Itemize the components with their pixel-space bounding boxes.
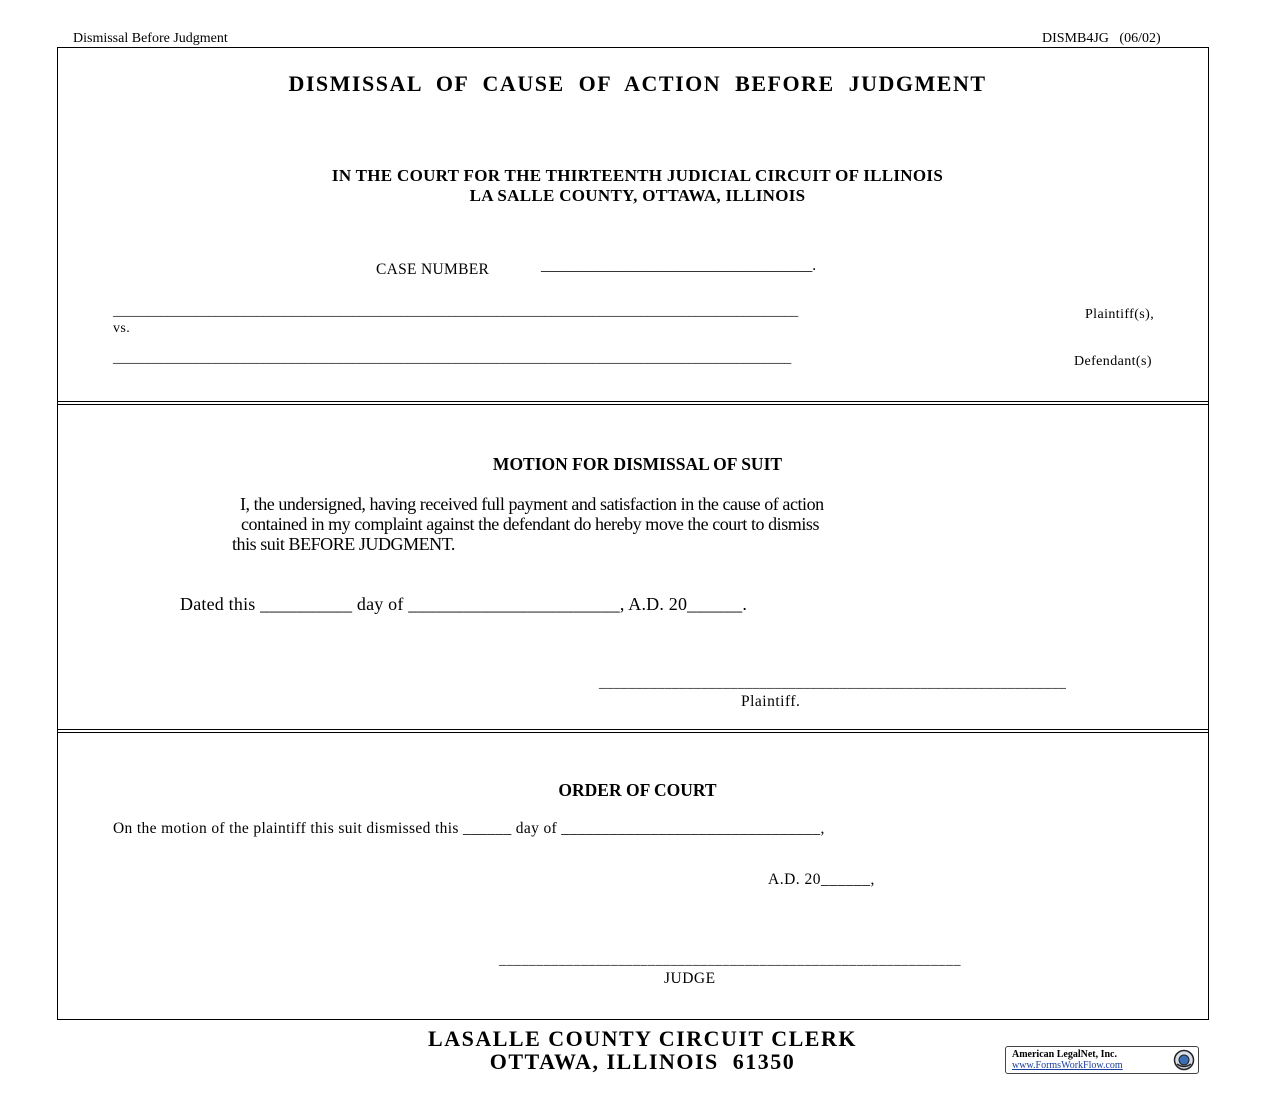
court-name: IN THE COURT FOR THE THIRTEENTH JUDICIAL CIRCUIT OF ILLINOIS	[331, 166, 944, 185]
case-number-field[interactable]: ___________________________________.	[541, 257, 817, 274]
motion-date-line[interactable]: Dated this __________ day of _______________________, A.D. 20______.	[180, 594, 748, 614]
judge-signature-line[interactable]: ______________________________________________________________	[499, 953, 961, 968]
plaintiff-label: Plaintiff(s),	[1085, 307, 1155, 322]
motion-text-line-1: I, the undersigned, having received full payment and satisfaction in the cause of action	[240, 494, 824, 514]
case-number-label: CASE NUMBER	[376, 261, 490, 278]
order-heading: ORDER OF COURT	[558, 780, 717, 800]
motion-heading: MOTION FOR DISMISSAL OF SUIT	[492, 454, 783, 474]
motion-text-line-3: this suit BEFORE JUDGMENT.	[232, 534, 455, 554]
logo-company-name: American LegalNet, Inc.	[1012, 1049, 1117, 1060]
defendant-field[interactable]: ___________________________________________________________________________________________________	[113, 351, 792, 366]
legalnet-logo[interactable]	[1005, 1046, 1199, 1074]
motion-text-line-2: contained in my complaint against the defendant do hereby move the court to dismiss	[241, 514, 819, 534]
section-divider-1	[57, 401, 1209, 405]
form-title-header: Dismissal Before Judgment	[73, 31, 228, 46]
judge-signature-label: JUDGE	[664, 970, 716, 987]
document-title: DISMISSAL OF CAUSE OF ACTION BEFORE JUDGMENT	[288, 71, 987, 96]
vs-label: vs.	[113, 321, 131, 336]
plaintiff-signature-label: Plaintiff.	[741, 693, 801, 710]
plaintiff-field[interactable]: ____________________________________________________________________________________________________	[113, 304, 799, 319]
plaintiff-signature-line[interactable]: ________________________________________________________________	[599, 676, 1067, 691]
globe-icon	[1173, 1049, 1195, 1071]
defendant-label: Defendant(s)	[1074, 354, 1152, 369]
form-code-header: DISMB4JG (06/02)	[1042, 31, 1161, 46]
footer-address: OTTAWA, ILLINOIS 61350	[489, 1049, 796, 1074]
order-text-line[interactable]: On the motion of the plaintiff this suit dismissed this ______ day of ________________________________,	[113, 820, 825, 837]
logo-url-link[interactable]: www.FormsWorkFlow.com	[1012, 1060, 1123, 1071]
section-divider-2	[57, 729, 1209, 733]
footer-clerk: LASALLE COUNTY CIRCUIT CLERK	[428, 1026, 857, 1051]
order-ad-line[interactable]: A.D. 20______,	[768, 871, 875, 888]
court-location: LA SALLE COUNTY, OTTAWA, ILLINOIS	[469, 186, 806, 205]
